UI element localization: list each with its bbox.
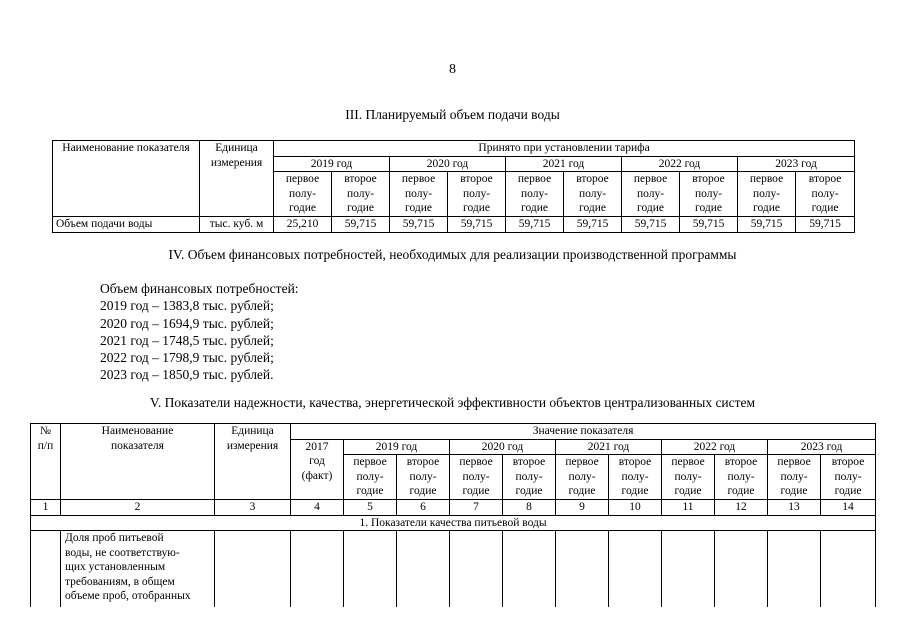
row-value [450,531,503,607]
half-first-header: первое полу- годие [738,172,796,217]
row-value [503,531,556,607]
year-header: 2020 год [450,439,556,455]
column-number: 11 [662,500,715,516]
year-header: 2023 год [738,156,855,172]
row-value [344,531,397,607]
row-value: 59,715 [390,217,448,233]
year-header: 2022 год [662,439,768,455]
half-second-header: второе полу- годие [332,172,390,217]
table-row [31,531,876,607]
header-name: Наименование показателя [53,141,200,217]
column-number: 13 [768,500,821,516]
year-header: 2022 год [622,156,738,172]
water-supply-table [52,140,855,233]
header-name: Наименование показателя [61,424,215,500]
financial-line: 2023 год – 1850,9 тыс. рублей. [100,367,274,383]
row-value [556,531,609,607]
column-number: 8 [503,500,556,516]
column-number: 12 [715,500,768,516]
row-value [662,531,715,607]
header-unit: Единица измерения [200,141,274,217]
column-number: 2 [61,500,215,516]
row-unit [215,531,291,607]
row-value: 59,715 [506,217,564,233]
row-value: 59,715 [680,217,738,233]
header-2017: 2017 год (факт) [291,439,344,500]
column-number-row [31,500,876,516]
half-second-header: второе полу- годие [609,455,662,500]
column-number: 4 [291,500,344,516]
column-number: 1 [31,500,61,516]
half-first-header: первое полу- годие [390,172,448,217]
header-value-group: Значение показателя [291,424,876,440]
half-first-header: первое полу- годие [556,455,609,500]
row-value: 59,715 [332,217,390,233]
table-row [53,217,855,233]
year-header: 2019 год [274,156,390,172]
half-second-header: второе полу- годие [680,172,738,217]
half-second-header: второе полу- годие [796,172,855,217]
half-second-header: второе полу- годие [397,455,450,500]
page-number: 8 [449,62,456,77]
year-header: 2023 год [768,439,876,455]
column-number: 7 [450,500,503,516]
half-first-header: первое полу- годие [274,172,332,217]
financial-needs-list [100,280,299,384]
row-value [291,531,344,607]
row-value [715,531,768,607]
header-num: № п/п [31,424,61,500]
half-second-header: второе полу- годие [448,172,506,217]
half-second-header: второе полу- годие [821,455,876,500]
year-header: 2021 год [506,156,622,172]
financial-line: 2019 год – 1383,8 тыс. рублей; [100,298,274,314]
column-number: 5 [344,500,397,516]
year-header: 2019 год [344,439,450,455]
row-value: 59,715 [796,217,855,233]
column-number: 6 [397,500,450,516]
financial-line: 2020 год – 1694,9 тыс. рублей; [100,315,274,331]
row-name: Объем подачи воды [53,217,200,233]
half-second-header: второе полу- годие [564,172,622,217]
section-5-title: V. Показатели надежности, качества, энергетической эффективности объектов централизованных систем [149,395,756,410]
header-tariff-group: Принято при установлении тарифа [274,141,855,157]
financial-line: 2022 год – 1798,9 тыс. рублей; [100,350,274,366]
half-second-header: второе полу- годие [503,455,556,500]
column-number: 14 [821,500,876,516]
row-value: 25,210 [274,217,332,233]
half-first-header: первое полу- годие [450,455,503,500]
indicators-table [30,423,876,607]
section-4-title: IV. Объем финансовых потребностей, необходимых для реализации производственной программы [168,247,737,262]
row-value: 59,715 [564,217,622,233]
column-number: 10 [609,500,662,516]
half-first-header: первое полу- годие [662,455,715,500]
year-header: 2020 год [390,156,506,172]
row-unit: тыс. куб. м [200,217,274,233]
row-value: 59,715 [622,217,680,233]
row-value [397,531,450,607]
half-second-header: второе полу- годие [715,455,768,500]
half-first-header: первое полу- годие [622,172,680,217]
column-number: 9 [556,500,609,516]
half-first-header: первое полу- годие [344,455,397,500]
year-header: 2021 год [556,439,662,455]
row-value: 59,715 [448,217,506,233]
row-value [821,531,876,607]
row-value: 59,715 [738,217,796,233]
section-3-title: III. Планируемый объем подачи воды [345,107,560,122]
header-unit: Единица измерения [215,424,291,500]
half-first-header: первое полу- годие [768,455,821,500]
half-first-header: первое полу- годие [506,172,564,217]
row-name: Доля проб питьевой воды, не соответствую- щих установленным требованиям, в общем объеме проб, отобранных [61,531,215,607]
financial-line: Объем финансовых потребностей: [100,281,299,296]
row-value [609,531,662,607]
subsection-title: 1. Показатели качества питьевой воды [31,515,876,531]
financial-line: 2021 год – 1748,5 тыс. рублей; [100,332,274,348]
row-num [31,531,61,607]
row-value [768,531,821,607]
column-number: 3 [215,500,291,516]
